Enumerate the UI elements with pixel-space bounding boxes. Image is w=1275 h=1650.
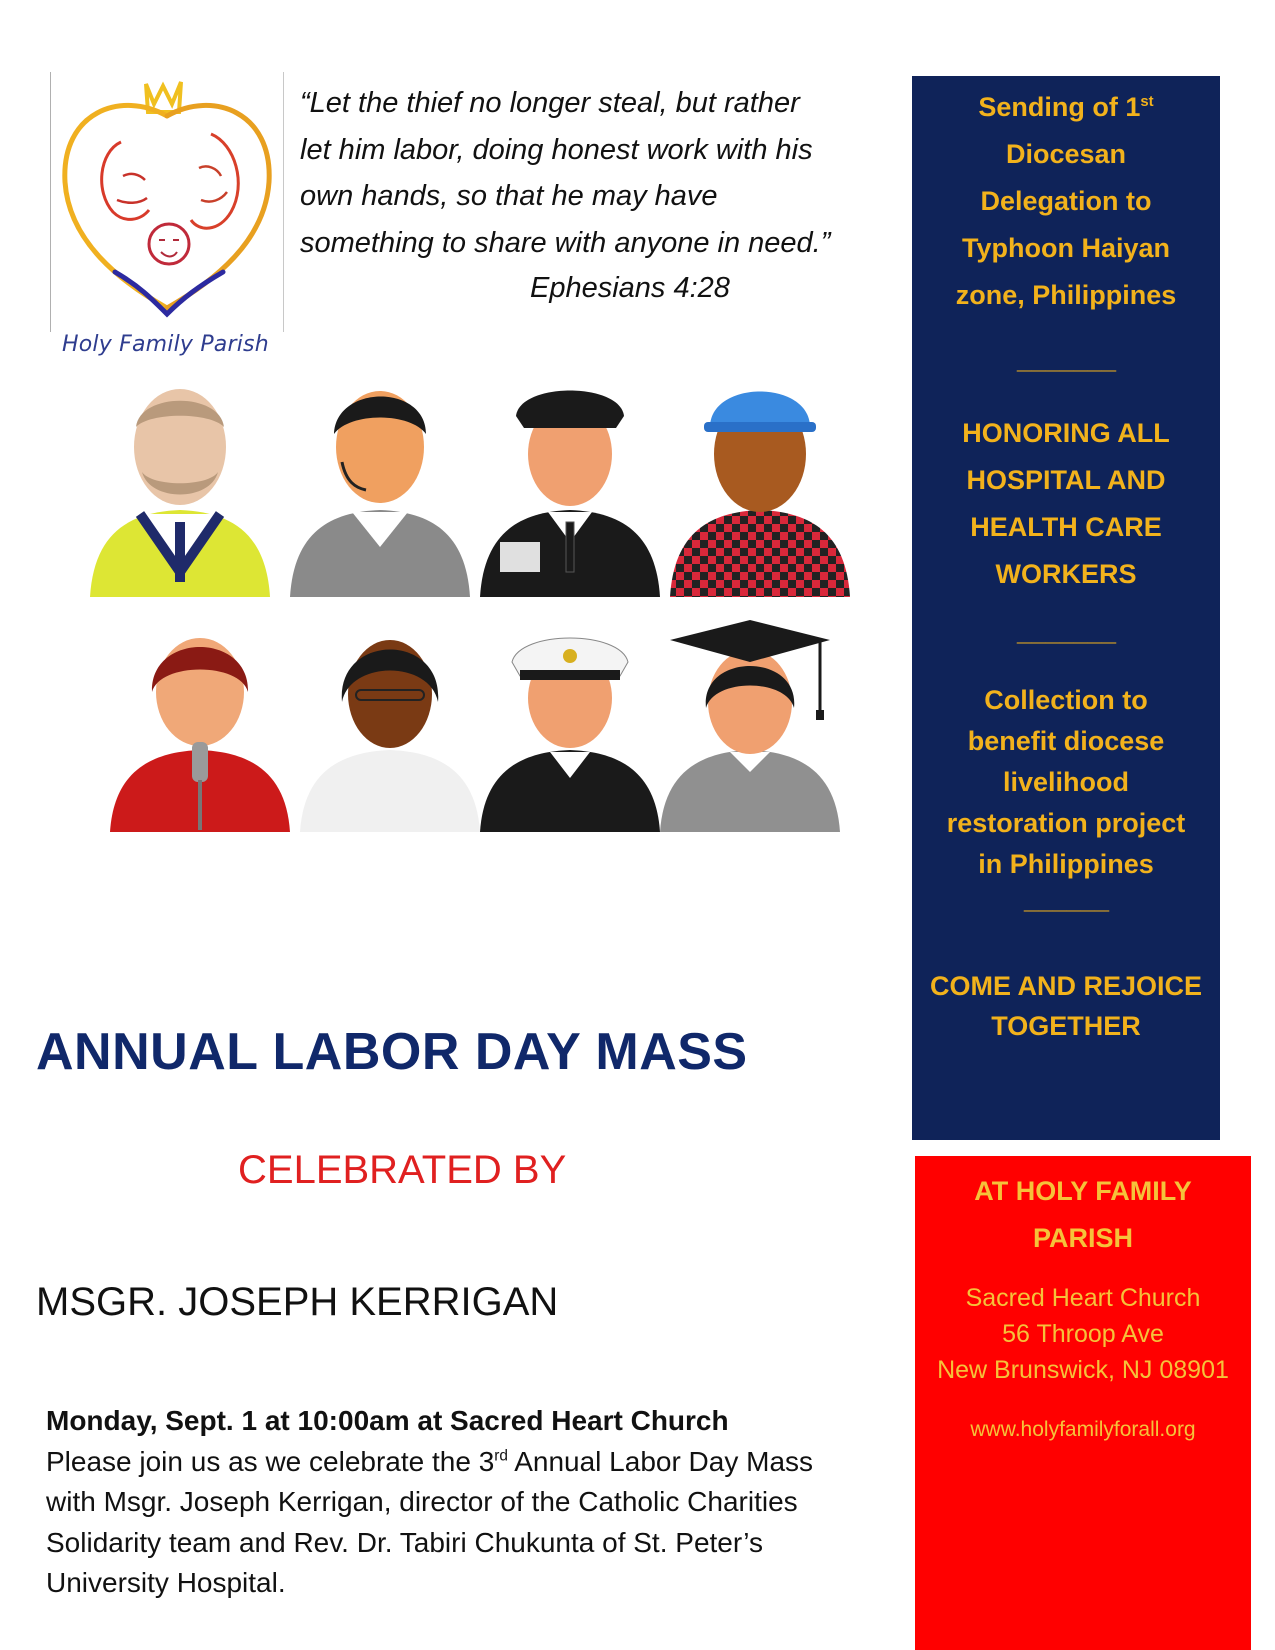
collection-line: livelihood xyxy=(1002,767,1129,797)
honoring-line: WORKERS xyxy=(995,559,1137,589)
details-text: with Msgr. Joseph Kerrigan, director of the Catholic Charities xyxy=(46,1486,798,1517)
collection-line: benefit diocese xyxy=(967,726,1165,756)
quote-line: “Let the thief no longer steal, but rather xyxy=(300,87,800,119)
rejoice-line: TOGETHER xyxy=(991,1011,1141,1041)
quote-line: let him labor, doing honest work with his xyxy=(300,133,813,166)
delegation-line: Delegation to xyxy=(980,186,1152,216)
website-link[interactable]: www.holyfamilyforall.org xyxy=(970,1418,1196,1441)
delegation-announcement xyxy=(912,84,1220,319)
construction-worker-icon xyxy=(670,392,850,598)
security-officer-icon xyxy=(480,391,660,598)
logo-caption: Holy Family Parish xyxy=(62,332,269,357)
divider-rule: ______ xyxy=(1023,884,1109,914)
details-text: Annual Labor Day Mass xyxy=(507,1445,814,1477)
graduate-icon xyxy=(660,620,840,832)
honoring-line: HOSPITAL AND xyxy=(966,465,1166,495)
collection-line: in Philippines xyxy=(978,849,1154,879)
details-text: Please join us as we celebrate the 3 xyxy=(46,1445,495,1477)
honoring-announcement xyxy=(912,410,1220,598)
quote-reference: Ephesians 4:28 xyxy=(530,272,730,304)
delegation-line: Diocesan xyxy=(1005,139,1127,169)
announcements-panel xyxy=(912,76,1220,1140)
collection-line: restoration project xyxy=(946,808,1186,838)
collection-announcement xyxy=(912,680,1220,885)
delegation-line: zone, Philippines xyxy=(955,280,1177,310)
location-heading xyxy=(915,1168,1251,1262)
ordinal-suffix: st xyxy=(1140,94,1154,110)
honoring-line: HONORING ALL xyxy=(962,418,1170,448)
location-panel xyxy=(915,1156,1251,1650)
delegation-line: Typhoon Haiyan xyxy=(961,233,1170,263)
address-line: Sacred Heart Church xyxy=(965,1284,1201,1312)
event-details xyxy=(46,1401,906,1604)
office-worker-icon xyxy=(300,640,480,832)
event-date-line: Monday, Sept. 1 at 10:00am at Sacred Heart Church xyxy=(46,1405,729,1436)
honoring-line: HEALTH CARE xyxy=(970,512,1162,542)
workers-illustration xyxy=(80,372,870,892)
church-address xyxy=(915,1280,1251,1388)
address-line: New Brunswick, NJ 08901 xyxy=(937,1356,1229,1384)
parish-logo xyxy=(50,72,284,332)
quote-line: something to share with anyone in need.” xyxy=(300,226,831,259)
page-title: ANNUAL LABOR DAY MASS xyxy=(36,1023,748,1081)
divider-rule: _______ xyxy=(1016,344,1116,374)
details-text: Solidarity team and Rev. Dr. Tabiri Chukunta of St. Peter’s xyxy=(46,1526,763,1558)
celebrated-by-label: CELEBRATED BY xyxy=(238,1148,567,1192)
location-heading-line: AT HOLY FAMILY xyxy=(974,1176,1192,1206)
details-text: University Hospital. xyxy=(46,1567,286,1598)
address-line: 56 Throop Ave xyxy=(1002,1320,1164,1348)
ordinal-suffix: rd xyxy=(494,1447,508,1465)
celebrant-name: MSGR. JOSEPH KERRIGAN xyxy=(36,1280,559,1324)
scripture-quote xyxy=(300,80,880,266)
receptionist-icon xyxy=(110,638,290,832)
delegation-line: Sending of 1 xyxy=(978,92,1141,122)
headset-worker-icon xyxy=(290,391,470,597)
location-heading-line: PARISH xyxy=(1032,1223,1133,1253)
holy-family-logo-icon xyxy=(51,72,283,332)
divider-rule: _______ xyxy=(1016,616,1116,646)
collection-line: Collection to xyxy=(984,685,1148,715)
safety-vest-worker-icon xyxy=(90,389,270,597)
rejoice-line: COME AND REJOICE xyxy=(929,971,1203,1001)
quote-line: own hands, so that he may have xyxy=(300,180,718,212)
naval-officer-icon xyxy=(480,638,660,832)
rejoice-announcement xyxy=(912,966,1220,1046)
